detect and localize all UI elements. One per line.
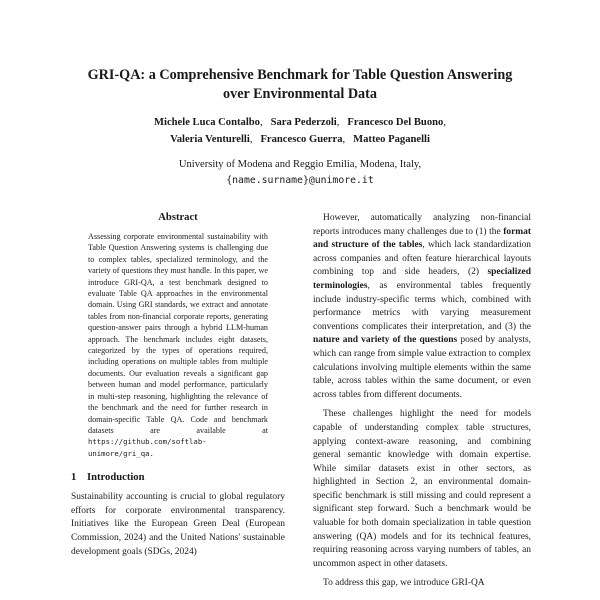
- section-number: 1: [71, 472, 77, 484]
- right-paragraph-1: [313, 212, 531, 402]
- p1-bold-format: format and structure of the tables: [313, 226, 532, 251]
- introduction-paragraph: Sustainability accounting is crucial to global regulatory efforts for corporate environmental transparency. Initiatives like the European Green Deal (European Commission, 2024) and the United Nations' sustainable development goals (SDGs, 2024): [71, 492, 285, 557]
- author-name: Valeria Venturelli: [170, 134, 250, 145]
- section-heading-introduction: [71, 470, 285, 486]
- author-separator: ,: [336, 117, 340, 128]
- author-name: Francesco Del Buono: [347, 117, 444, 128]
- abstract-heading: Abstract: [158, 212, 198, 223]
- right-column: [313, 212, 531, 591]
- affiliation-institution: University of Modena and Reggio Emilia, Modena, Italy,: [178, 159, 422, 170]
- author-list: [60, 114, 540, 148]
- author-line-1: [60, 114, 540, 131]
- author-separator: ,: [259, 117, 263, 128]
- author-line-2: [60, 131, 540, 148]
- paper-title: [60, 66, 540, 104]
- title-line-2: over Environmental Data: [223, 86, 377, 102]
- affiliation: [60, 157, 540, 189]
- abstract-text: Assessing corporate environmental sustainability with Table Question Answering systems is challenging due to complex tables, specialized terminology, and the variety of questions they must handle. In this paper, we introduce GRI-QA, a test benchmark designed to evaluate Table QA approaches in the environmental domain. Using GRI standards, we extract and annotate tables from non-financial corporate reports, generating question-answer pairs through a hybrid LLM-human approach. The benchmark includes eight datasets, categorized by the types of operations required, including operations on multiple tables from multiple documents. Our evaluation reveals a significant gap between human and model performance, particularly in multi-step reasoning, highlighting the relevance of the benchmark and the need for further research in domain-specific Table QA. Code and benchmark datasets are available at: [88, 232, 268, 435]
- p1-text-3: , as environmental tables frequently include industry-specific terms which, combined with performance metrics with varying measurement conventions complicates their interpretation, and (3) the: [313, 280, 531, 332]
- author-name: Matteo Paganelli: [353, 134, 430, 145]
- right-paragraph-3: To address this gap, we introduce GRI-QA: [323, 578, 485, 589]
- p1-text-4: posed by analysts, which can range from simple value extraction to complex calculations involving multiple elements within the same table, across tables within the same document, or even across tables from different documents.: [313, 335, 531, 400]
- p1-text-2: , which lack standardization across companies and often feature hierarchical layouts combining top and side headers, (2): [313, 240, 532, 278]
- author-separator: ,: [443, 117, 446, 128]
- p1-text-1: However, automatically analyzing non-financial reports introduces many challenges due to (1) the: [313, 213, 531, 237]
- right-paragraph-2: These challenges highlight the need for models capable of understanding complex table structures, applying context-aware reasoning, and combining general semantic knowledge with domain expertise. While similar datasets exist in other sectors, as highlighted in Section 2, an environmental domain-specific benchmark is still missing and could represent a significant step forward. Such a benchmark would be valuable for both domain specialization in table question answering (QA) models and for its technical features, requiring reasoning across varying numbers of tables, an uncommon aspect in other datasets.: [313, 409, 531, 569]
- title-line-1: GRI-QA: a Comprehensive Benchmark for Table Question Answering: [87, 67, 513, 83]
- author-name: Michele Luca Contalbo: [154, 117, 260, 128]
- code-url: https://github.com/softlab-unimore/gri_qa.: [88, 437, 207, 458]
- section-title: Introduction: [87, 472, 145, 484]
- author-separator: ,: [342, 134, 346, 145]
- left-column: [71, 210, 285, 559]
- abstract-body: [88, 231, 268, 459]
- affiliation-email: {name.surname}@unimore.it: [226, 175, 374, 186]
- author-name: Francesco Guerra: [260, 134, 343, 145]
- author-separator: ,: [249, 134, 253, 145]
- p1-bold-terminologies: specialized terminologies: [313, 267, 531, 291]
- p1-bold-questions: nature and variety of the questions: [313, 335, 458, 346]
- author-name: Sara Pederzoli: [270, 117, 337, 128]
